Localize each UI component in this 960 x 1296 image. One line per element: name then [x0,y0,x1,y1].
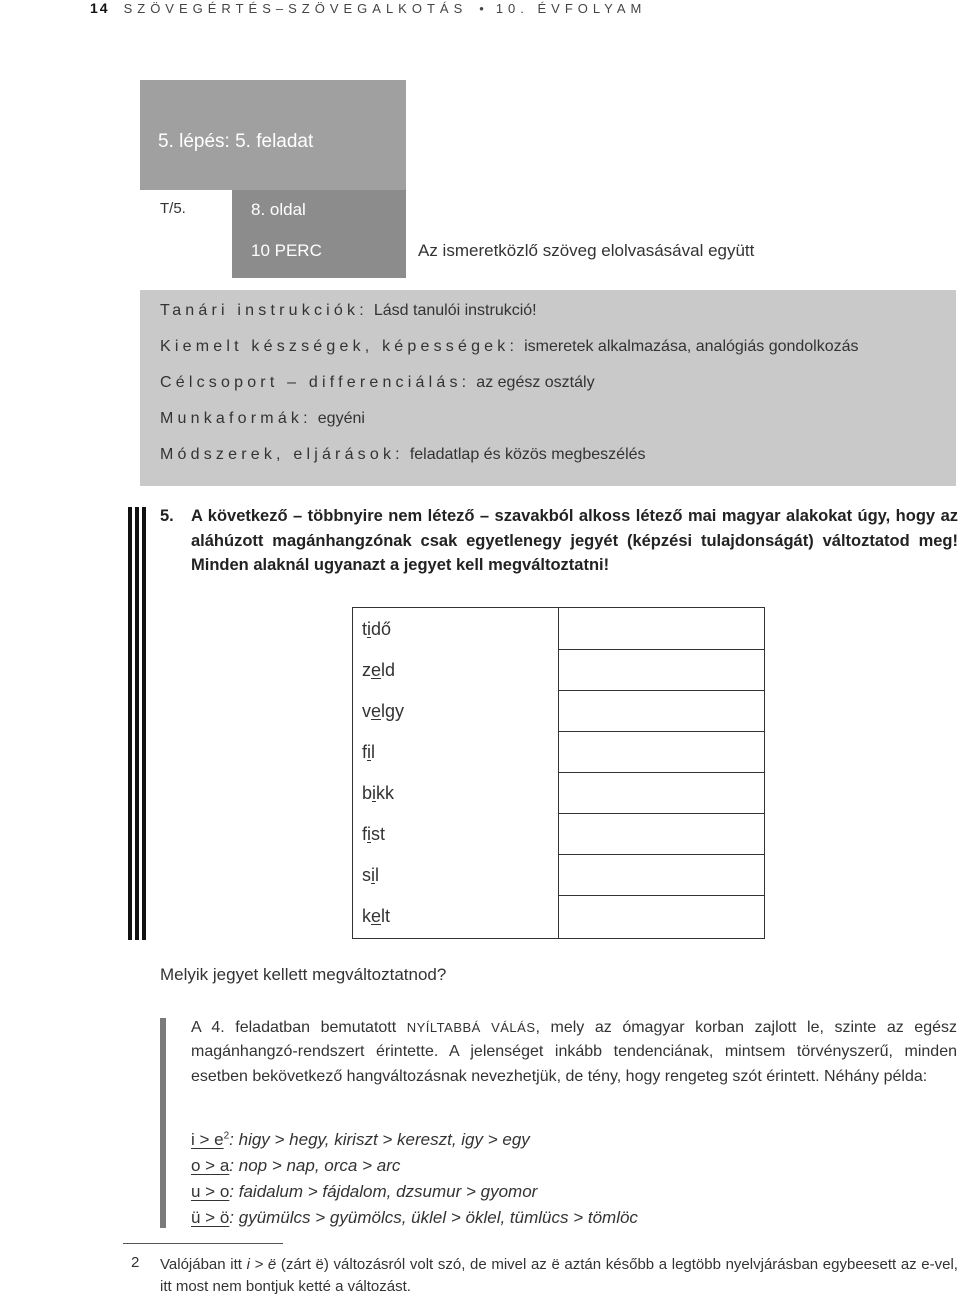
header-grade: 10. ÉVFOLYAM [495,1,647,16]
example-row [191,1156,400,1176]
footnote-rule [123,1243,283,1244]
instruction-label: Módszerek, eljárások: [160,446,404,463]
word-item: fil [362,742,376,762]
instruction-label: Munkaformák: [160,410,312,427]
example-value: : nop > nap, orca > arc [229,1156,401,1175]
example-value: : higy > hegy, kiriszt > kereszt, igy > egy [229,1130,530,1149]
answer-line [558,772,764,773]
word-table [352,607,765,939]
word-item: velgy [362,701,405,721]
task-number: 5. [160,507,174,525]
task-marker-bar [128,507,132,940]
answer-line [558,731,764,732]
instruction-row [160,410,365,428]
example-key: u > o [191,1182,230,1201]
word-item: zeld [362,660,396,680]
footnote-number: 2 [131,1254,140,1271]
instruction-value: egyéni [317,410,365,427]
instruction-label: Kiemelt készségek, képességek: [160,338,519,355]
note-paragraph: A 4. feladatban bemutatott NYÍLTABBÁ VÁLÁS, mely az ómagyar korban zajlott le, szinte az egész magánhangzó-rendszert érintette. A jelenséget inkább tendenciának, mintsem törvényszerű, minden esetben bekövetkező hangváltozásnak nevezhetjük, de tény, hogy rengeteg szót érintett. Néhány példa: [191,1019,958,1085]
instruction-value: az egész osztály [476,374,595,391]
note-marker-bar [160,1018,166,1228]
table-divider [558,608,559,938]
step-title: 5. lépés: 5. feladat [158,131,314,152]
instruction-value: Lásd tanulói instrukció! [373,302,537,319]
example-value: : faidalum > fájdalom, dzsumur > gyomor [229,1182,538,1201]
instruction-row [160,374,595,392]
example-row [191,1130,530,1150]
word-item: fist [362,824,386,844]
instruction-row [160,302,537,320]
question-text: Melyik jegyet kellett megváltoztatnod? [160,965,447,984]
task-text: A következő – többnyire nem létező – szavakból alkoss létező mai magyar alakokat úgy, hogy az aláhúzott magánhangzónak csak egyetlenegy jegyét (képzési tulajdonságát) változtatod meg! Minden alaknál ugyanazt a jegyet kell megváltoztatni! [191,507,958,574]
example-key: o > a [191,1156,230,1175]
instruction-label: Tanári instrukciók: [160,302,368,319]
task-marker-bar [142,507,146,940]
task-marker-bar [135,507,139,940]
instruction-value: ismeretek alkalmazása, analógiás gondolkozás [524,338,859,355]
answer-line [558,813,764,814]
example-row [191,1208,638,1228]
example-key: ü > ö [191,1208,230,1227]
instruction-label: Célcsoport – differenciálás: [160,374,471,391]
header-section: SZÖVEGÉRTÉS–SZÖVEGALKOTÁS [123,1,468,16]
instruction-row [160,446,646,464]
time-note: Az ismeretközlő szöveg elolvasásával együtt [418,241,755,260]
footnote-ref: 2 [223,1130,230,1142]
page-reference: 8. oldal [251,200,306,219]
example-value: : gyümülcs > gyümölcs, üklel > öklel, tümlücs > tömlöc [229,1208,638,1227]
answer-line [558,895,764,896]
note-term: NYÍLTABBÁ VÁLÁS [406,1020,536,1035]
word-item: kelt [362,906,391,926]
header-bullet: • [479,1,484,16]
answer-line [558,690,764,691]
word-item: bikk [362,783,395,803]
running-header [90,0,910,20]
page-number: 14 [90,0,110,16]
answer-line [558,854,764,855]
example-row [191,1182,537,1202]
answer-line [558,649,764,650]
footnote-italic: i > ë [246,1256,277,1273]
task-tag: T/5. [160,200,186,217]
footnote-text: Valójában itt i > ë (zárt ë) változásról volt szó, de mivel az ë aztán később a legtöbb nyelvjárásban egybeesett az e-vel, itt most nem bontjuk ketté a változást. [160,1256,958,1295]
time-reference: 10 PERC [251,241,322,260]
example-key: i > e [191,1130,224,1149]
task [160,504,958,578]
instruction-value: feladatlap és közös megbeszélés [409,446,646,463]
word-item: sil [362,865,379,885]
instruction-row [160,338,859,356]
word-item: tidő [362,619,392,639]
